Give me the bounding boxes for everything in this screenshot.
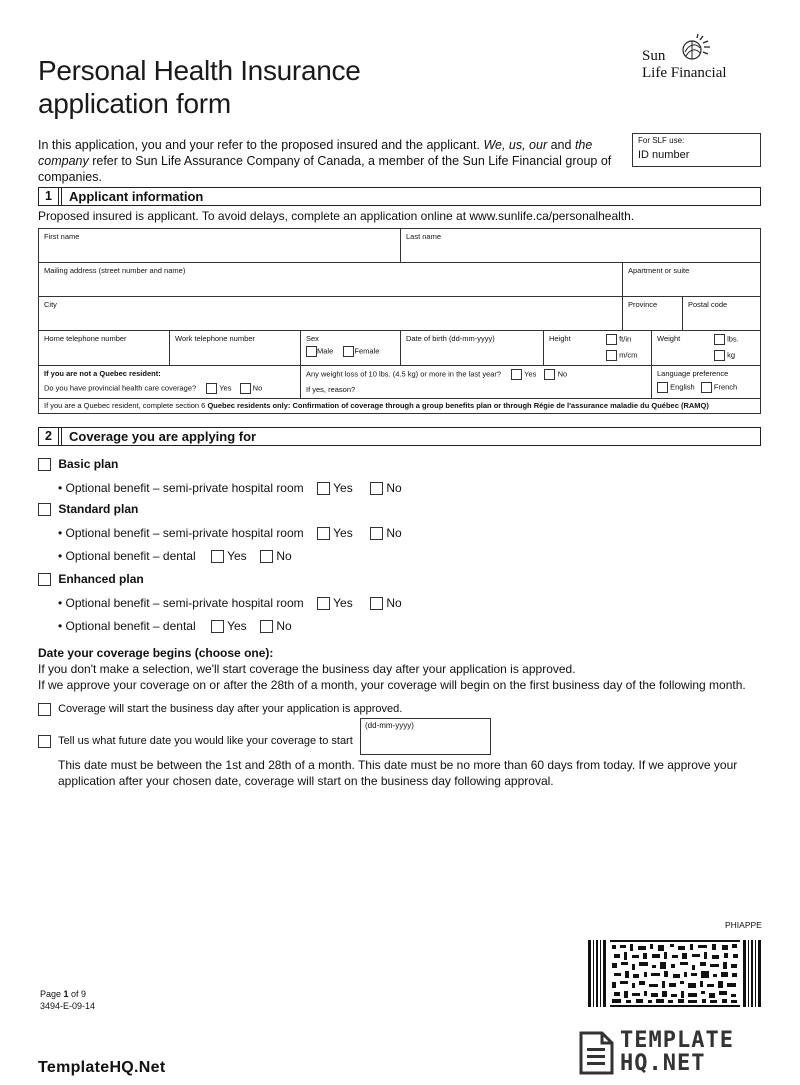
- intro-italic-2: the company: [38, 138, 593, 168]
- city-label: City: [44, 300, 57, 309]
- french-label: French: [713, 382, 738, 392]
- coverage-choice-2[interactable]: [38, 735, 353, 748]
- quebec-note-prefix: If you are a Quebec resident, complete section 6: [44, 401, 208, 410]
- applicant-form-grid: [38, 228, 761, 414]
- enhanced-hospital-yes-checkbox[interactable]: [317, 597, 330, 610]
- choice-2-checkbox[interactable]: [38, 735, 51, 748]
- section-1-header: [38, 187, 761, 206]
- coverage-date-info: [38, 645, 758, 693]
- weight-loss-question: Any weight loss of 10 lbs. (4.5 kg) or more in the last year?: [306, 369, 502, 379]
- basic-plan-option[interactable]: [38, 457, 118, 471]
- intro-part-1: In this application, you and your refer to the proposed insured and the applicant.: [38, 138, 484, 152]
- form-code: PHIAPPE: [725, 920, 762, 930]
- sex-label: Sex: [306, 334, 319, 343]
- page-info: [40, 988, 95, 1012]
- sex-field: [301, 331, 401, 366]
- enhanced-hospital-option: [58, 596, 402, 610]
- section-1-title: Applicant information: [69, 189, 204, 204]
- coverage-date-heading: Date your coverage begins (choose one):: [38, 646, 274, 660]
- language-field: [652, 366, 760, 399]
- reason-label: If yes, reason?: [306, 385, 356, 394]
- form-id: 3494-E-09-14: [40, 1001, 96, 1011]
- apartment-label: Apartment or suite: [628, 266, 690, 275]
- standard-plan-checkbox[interactable]: [38, 503, 51, 516]
- english-checkbox[interactable]: [657, 382, 668, 393]
- enhanced-hospital-yes-label: Yes: [333, 596, 353, 610]
- not-quebec-label: If you are not a Quebec resident:: [44, 369, 161, 378]
- provincial-coverage-question: Do you have provincial health care coverage?: [44, 383, 197, 393]
- apartment-field[interactable]: [623, 263, 760, 297]
- date-format-label: (dd-mm-yyyy): [365, 721, 414, 730]
- quebec-note: [39, 399, 760, 413]
- standard-hospital-yes-checkbox[interactable]: [317, 527, 330, 540]
- dob-field[interactable]: [401, 331, 544, 366]
- m-cm-label: m/cm: [619, 350, 638, 360]
- weight-field: [652, 331, 760, 366]
- title-line-1: Personal Health Insurance: [38, 55, 361, 86]
- enhanced-dental-yes-checkbox[interactable]: [211, 620, 224, 633]
- prov-coverage-yes-checkbox[interactable]: [206, 383, 217, 394]
- lbs-checkbox[interactable]: [714, 334, 725, 345]
- watermark-template-text: TEMPLATE: [620, 1028, 734, 1053]
- standard-hospital-no-checkbox[interactable]: [370, 527, 383, 540]
- enhanced-dental-label: • Optional benefit – dental: [58, 619, 196, 633]
- enhanced-dental-option: [58, 619, 292, 633]
- standard-plan-label: Standard plan: [58, 502, 139, 516]
- weight-loss-no-label: No: [557, 369, 568, 379]
- page-suffix: of 9: [68, 989, 87, 999]
- watermark-left: TemplateHQ.Net: [38, 1059, 166, 1076]
- section-1-note: Proposed insured is applicant. To avoid delays, complete an application online at www.sunlife.ca/personalhealth.: [38, 209, 635, 223]
- coverage-date-line-1: If you don't make a selection, we'll start coverage the business day after your application is approved.: [38, 662, 576, 676]
- logo-text-2: Life Financial: [642, 65, 727, 81]
- male-checkbox[interactable]: [306, 346, 317, 357]
- intro-part-2: and: [547, 138, 575, 152]
- title-line-2: application form: [38, 88, 231, 119]
- enhanced-plan-label: Enhanced plan: [58, 572, 144, 586]
- standard-hospital-option: [58, 526, 402, 540]
- basic-hospital-no-checkbox[interactable]: [370, 482, 383, 495]
- choice-1-checkbox[interactable]: [38, 703, 51, 716]
- barcode-image: [588, 940, 761, 1007]
- sun-globe-icon: [676, 34, 712, 68]
- standard-dental-label: • Optional benefit – dental: [58, 549, 196, 563]
- english-label: English: [670, 382, 695, 392]
- home-phone-label: Home telephone number: [44, 334, 127, 343]
- weight-loss-yes-label: Yes: [524, 369, 537, 379]
- provincial-coverage-field: [39, 366, 301, 399]
- basic-hospital-option: [58, 481, 402, 495]
- postal-code-field[interactable]: [683, 297, 760, 331]
- slf-use-label: For SLF use:: [638, 136, 685, 145]
- standard-dental-option: [58, 549, 292, 563]
- section-2-number: 2: [39, 428, 59, 445]
- quebec-note-bold: Quebec residents only: Confirmation of coverage through a group benefits plan or through Régie de l'assurance maladie du Québec (RAMQ): [207, 401, 709, 410]
- basic-hospital-yes-checkbox[interactable]: [317, 482, 330, 495]
- weight-loss-field: [301, 366, 652, 399]
- enhanced-dental-no-label: No: [276, 619, 292, 633]
- last-name-field[interactable]: [401, 229, 760, 263]
- mailing-address-label: Mailing address (street number and name): [44, 266, 186, 275]
- male-label: Male: [317, 346, 334, 356]
- intro-paragraph: [38, 137, 628, 185]
- section-2-divider: [61, 428, 62, 445]
- standard-hospital-yes-label: Yes: [333, 526, 353, 540]
- document-icon: [578, 1030, 616, 1076]
- enhanced-hospital-label: • Optional benefit – semi-private hospital room: [58, 596, 304, 610]
- first-name-label: First name: [44, 232, 80, 241]
- kg-checkbox[interactable]: [714, 350, 725, 361]
- watermark-hqnet-text: HQ.NET: [620, 1051, 706, 1076]
- sun-life-logo: [640, 34, 765, 84]
- section-1-divider: [61, 188, 62, 205]
- logo-text-1: Sun: [642, 48, 666, 64]
- standard-dental-no-label: No: [276, 549, 292, 563]
- enhanced-plan-option[interactable]: [38, 572, 144, 586]
- female-label: Female: [354, 346, 380, 356]
- lbs-label: lbs.: [727, 334, 739, 344]
- section-2-header: [38, 427, 761, 446]
- postal-code-label: Postal code: [688, 300, 728, 309]
- ft-in-checkbox[interactable]: [606, 334, 617, 345]
- kg-label: kg: [727, 350, 736, 360]
- prov-no-label: No: [252, 383, 263, 393]
- m-cm-checkbox[interactable]: [606, 350, 617, 361]
- first-name-field[interactable]: [39, 229, 401, 263]
- prov-yes-label: Yes: [219, 383, 232, 393]
- choice-1-label: Coverage will start the business day after your application is approved.: [58, 703, 403, 716]
- work-phone-label: Work telephone number: [175, 334, 255, 343]
- coverage-choice-1[interactable]: [38, 703, 402, 716]
- province-label: Province: [628, 300, 658, 309]
- enhanced-hospital-no-label: No: [386, 596, 402, 610]
- mailing-address-field[interactable]: [39, 263, 623, 297]
- basic-plan-label: Basic plan: [58, 457, 119, 471]
- standard-plan-option[interactable]: [38, 502, 138, 516]
- intro-italic-1: We, us, our: [483, 138, 548, 152]
- standard-dental-yes-label: Yes: [227, 549, 247, 563]
- last-name-label: Last name: [406, 232, 442, 241]
- id-number-label: ID number: [638, 149, 690, 161]
- standard-dental-no-checkbox[interactable]: [260, 550, 273, 563]
- future-date-input[interactable]: [360, 718, 491, 755]
- enhanced-hospital-no-checkbox[interactable]: [370, 597, 383, 610]
- dob-label: Date of birth (dd-mm-yyyy): [406, 334, 495, 343]
- height-field: [544, 331, 652, 366]
- page-title: [38, 54, 360, 120]
- weight-loss-yes-checkbox[interactable]: [511, 369, 522, 380]
- choice-2-label: Tell us what future date you would like your coverage to start: [58, 735, 353, 748]
- standard-dental-yes-checkbox[interactable]: [211, 550, 224, 563]
- standard-hospital-label: • Optional benefit – semi-private hospital room: [58, 526, 304, 540]
- prov-coverage-no-checkbox[interactable]: [240, 383, 251, 394]
- enhanced-dental-no-checkbox[interactable]: [260, 620, 273, 633]
- basic-hospital-label: • Optional benefit – semi-private hospital room: [58, 481, 304, 495]
- date-rules-note: This date must be between the 1st and 28th of a month. This date must be no more than 60 days from today. If we approve your application after your chosen date, coverage will start on the business day following approval.: [58, 758, 738, 788]
- intro-part-3: refer to Sun Life Assurance Company of Canada, a member of the Sun Life Financial group of companies.: [38, 154, 612, 184]
- height-label: Height: [549, 334, 571, 343]
- watermark-logo-right: [578, 1030, 763, 1078]
- page-number: 1: [63, 989, 69, 999]
- language-label: Language preference: [657, 369, 729, 378]
- weight-loss-no-checkbox[interactable]: [544, 369, 555, 380]
- province-field[interactable]: [623, 297, 683, 331]
- work-phone-field[interactable]: [170, 331, 301, 366]
- home-phone-field[interactable]: [39, 331, 170, 366]
- enhanced-dental-yes-label: Yes: [227, 619, 247, 633]
- enhanced-plan-checkbox[interactable]: [38, 573, 51, 586]
- weight-label: Weight: [657, 334, 681, 343]
- coverage-date-line-2: If we approve your coverage on or after the 28th of a month, your coverage will begin on the first business day of the following month.: [38, 678, 746, 692]
- basic-hospital-yes-label: Yes: [333, 481, 353, 495]
- basic-plan-checkbox[interactable]: [38, 458, 51, 471]
- page-prefix: Page: [40, 989, 64, 999]
- ft-in-label: ft/in: [619, 334, 632, 344]
- section-2-title: Coverage you are applying for: [69, 429, 257, 444]
- female-checkbox[interactable]: [343, 346, 354, 357]
- section-1-number: 1: [39, 188, 59, 205]
- french-checkbox[interactable]: [701, 382, 712, 393]
- standard-hospital-no-label: No: [386, 526, 402, 540]
- basic-hospital-no-label: No: [386, 481, 402, 495]
- city-field[interactable]: [39, 297, 623, 331]
- slf-use-box: [632, 133, 761, 167]
